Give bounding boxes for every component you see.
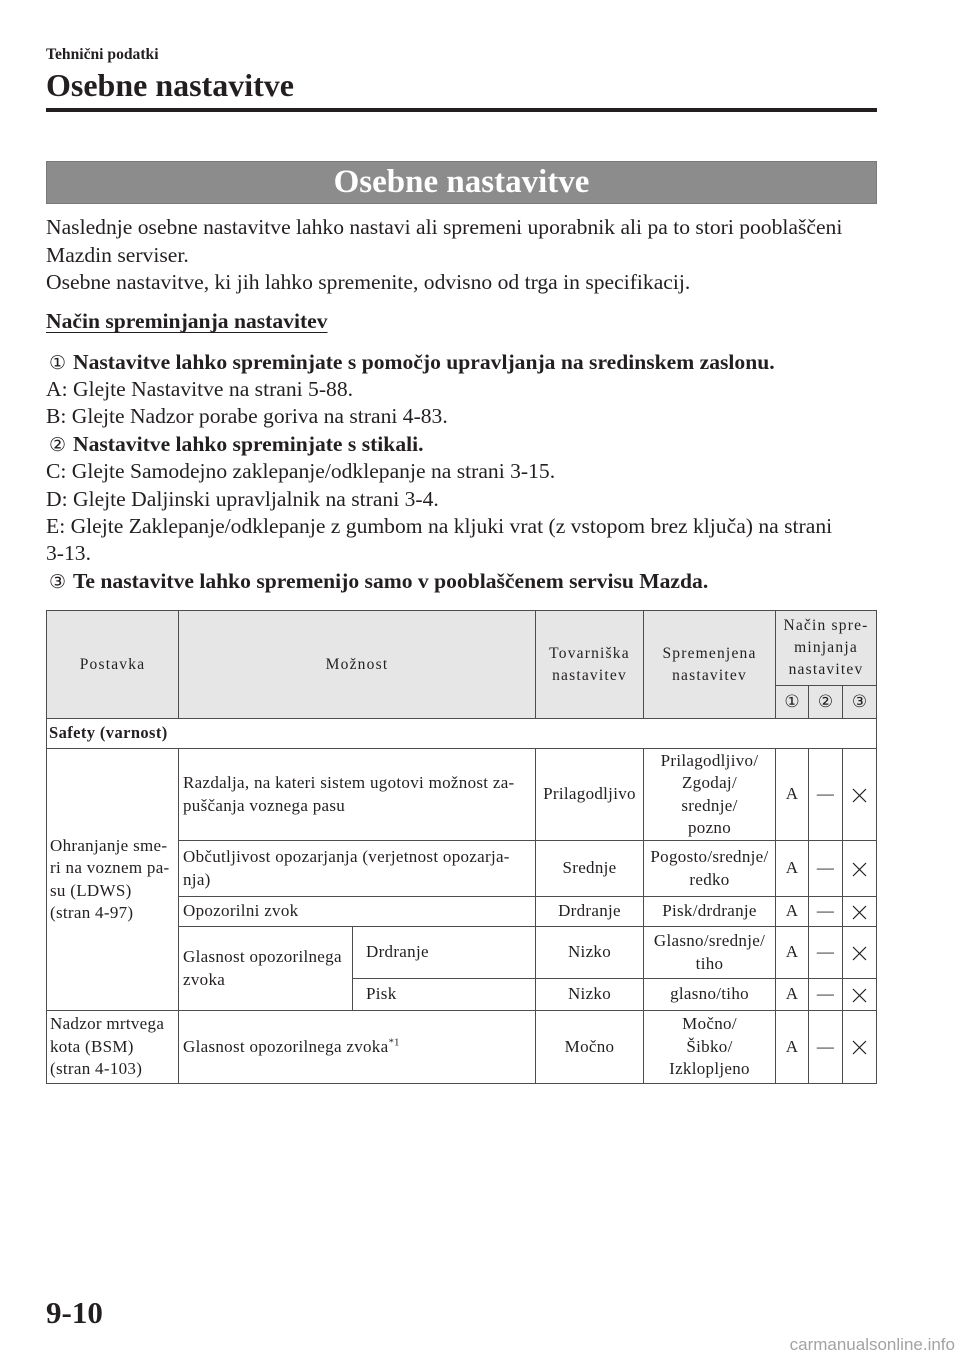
cell-method-1: A: [776, 927, 809, 979]
method-3: [46, 568, 832, 595]
col-header-option: Možnost: [179, 611, 536, 719]
cell-factory: Prilagodljivo: [536, 749, 644, 841]
section-label: Tehnični podatki: [46, 46, 159, 63]
method-1-marker: ①: [49, 351, 67, 374]
method-ref-d: D: Glejte Daljinski upravljalnik na strani 3-4.: [46, 486, 439, 511]
cell-method-2: —: [809, 927, 843, 979]
cell-option-text: Glasnost opozorilnega zvoka: [183, 1036, 389, 1056]
method-1-title: Nastavitve lahko spreminjate s pomočjo upravljanja na sredinskem zaslonu.: [73, 349, 775, 374]
cell-method-2: —: [809, 1011, 843, 1084]
cell-option: Razdalja, na kateri sistem ugotovi možnost za- puščanja voznega pasu: [179, 749, 536, 841]
cell-item-ldws: Ohranjanje sme- ri na voznem pa- su (LDWS) (stran 4-97): [47, 749, 179, 1011]
method-ref-a: A: Glejte Nastavitve na strani 5-88.: [46, 376, 354, 401]
cross-icon: [852, 905, 867, 920]
cell-changed: Pogosto/srednje/ redko: [644, 841, 776, 897]
method-2: [46, 431, 832, 458]
method-1: [46, 349, 832, 376]
footnote-marker: *1: [388, 1036, 400, 1049]
cell-item-bsm: Nadzor mrtvega kota (BSM) (stran 4-103): [47, 1011, 179, 1084]
cell-changed: Močno/ Šibko/ Izklopljeno: [644, 1011, 776, 1084]
cell-method-3: [843, 927, 877, 979]
col-header-changed: Spremenjena nastavitev: [644, 611, 776, 719]
cell-option: [179, 1011, 536, 1084]
watermark: carmanualsonline.info: [789, 1335, 955, 1354]
col-header-factory: Tovarniška nastavitev: [536, 611, 644, 719]
method-2-marker: ②: [49, 433, 67, 456]
col-header-method-2: ②: [809, 686, 843, 719]
section-banner: Osebne nastavitve: [46, 161, 877, 204]
cell-method-2: —: [809, 897, 843, 927]
cell-factory: Srednje: [536, 841, 644, 897]
cell-option: Občutljivost opozarjanja (verjetnost opozarja- nja): [179, 841, 536, 897]
intro-paragraph-1: Naslednje osebne nastavitve lahko nastavi ali spremeni uporabnik ali pa to stori pooblaščeni Mazdin serviser.: [46, 215, 843, 267]
col-header-method-3: ③: [843, 686, 877, 719]
cell-changed: Prilagodljivo/ Zgodaj/ srednje/ pozno: [644, 749, 776, 841]
table-row: [47, 1011, 877, 1084]
title-rule: [46, 108, 877, 112]
cell-method-1: A: [776, 979, 809, 1011]
cross-icon: [852, 1040, 867, 1055]
cell-method-1: A: [776, 1011, 809, 1084]
cell-option: Glasnost opozorilnega zvoka: [179, 927, 353, 1011]
cell-method-2: —: [809, 841, 843, 897]
table-group-safety: Safety (varnost): [47, 719, 877, 749]
cell-option: Opozorilni zvok: [179, 897, 536, 927]
cell-factory: Nizko: [536, 979, 644, 1011]
table-row: [47, 749, 877, 841]
method-2-title: Nastavitve lahko spreminjate s stikali.: [73, 431, 424, 456]
cell-changed: glasno/tiho: [644, 979, 776, 1011]
cell-method-3: [843, 1011, 877, 1084]
cell-method-3: [843, 749, 877, 841]
cell-changed: Glasno/srednje/ tiho: [644, 927, 776, 979]
cross-icon: [852, 862, 867, 877]
methods-heading: Način spreminjanja nastavitev: [46, 309, 328, 334]
cell-method-3: [843, 841, 877, 897]
method-ref-b: B: Glejte Nadzor porabe goriva na strani 4-83.: [46, 404, 448, 429]
cross-icon: [852, 988, 867, 1003]
cell-method-1: A: [776, 749, 809, 841]
col-header-item: Postavka: [47, 611, 179, 719]
cell-method-1: A: [776, 897, 809, 927]
intro-paragraph-2: Osebne nastavitve, ki jih lahko spremenite, odvisno od trga in specifikacij.: [46, 270, 691, 295]
method-3-marker: ③: [49, 570, 67, 593]
page-number: 9-10: [46, 1295, 103, 1330]
cell-factory: Drdranje: [536, 897, 644, 927]
cell-sub-option: Drdranje: [353, 927, 536, 979]
method-3-title: Te nastavitve lahko spremenijo samo v pooblaščenem servisu Mazda.: [73, 568, 709, 593]
page-title: Osebne nastavitve: [46, 67, 294, 103]
cell-sub-option: Pisk: [353, 979, 536, 1011]
col-header-method-1: ①: [776, 686, 809, 719]
intro-text: [46, 214, 842, 296]
settings-table: [46, 610, 877, 1084]
cross-icon: [852, 946, 867, 961]
cell-method-3: [843, 897, 877, 927]
method-ref-e: E: Glejte Zaklepanje/odklepanje z gumbom na kljuki vrat (z vstopom brez ključa) na strani 3-13.: [46, 514, 833, 566]
cell-changed: Pisk/drdranje: [644, 897, 776, 927]
cell-method-2: —: [809, 749, 843, 841]
methods-list: [46, 349, 832, 596]
method-ref-c: C: Glejte Samodejno zaklepanje/odklepanje na strani 3-15.: [46, 459, 556, 484]
cell-factory: Močno: [536, 1011, 644, 1084]
cross-icon: [852, 788, 867, 803]
cell-method-2: —: [809, 979, 843, 1011]
col-header-method: Način spre- minjanja nastavitev: [776, 611, 877, 686]
cell-method-1: A: [776, 841, 809, 897]
cell-factory: Nizko: [536, 927, 644, 979]
cell-method-3: [843, 979, 877, 1011]
